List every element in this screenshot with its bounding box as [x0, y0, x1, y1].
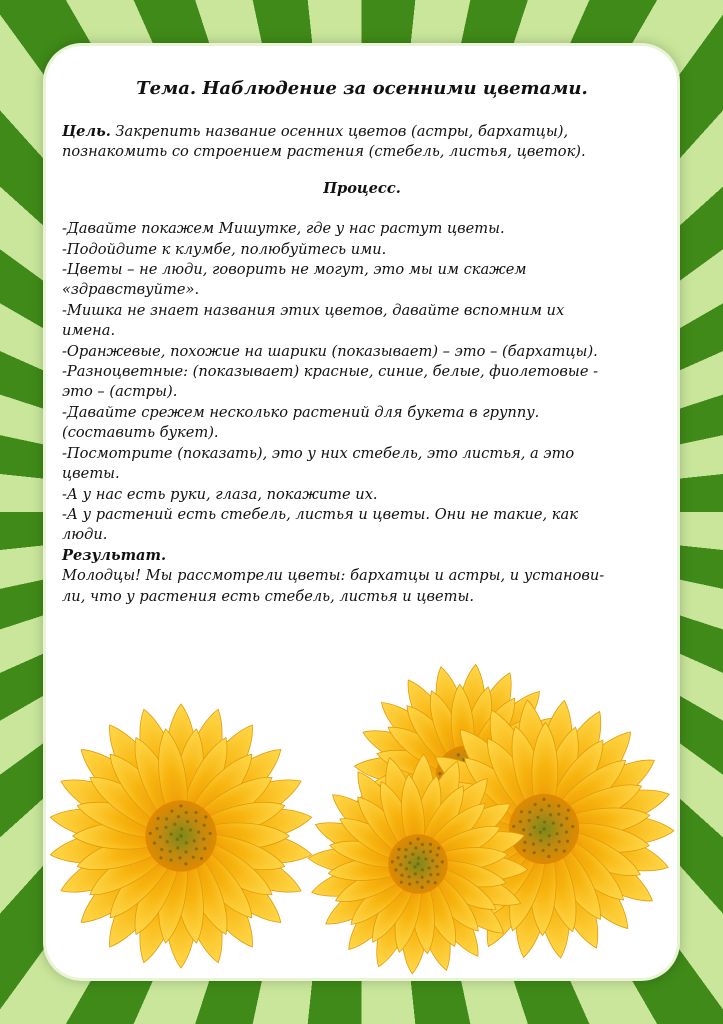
seed-dot [541, 849, 544, 852]
seed-dot [416, 837, 419, 840]
process-line: -Давайте срежем несколько растений для букета в группу. [62, 403, 540, 421]
seed-dot [180, 827, 183, 830]
seed-dot [193, 839, 196, 842]
seed-dot [542, 798, 545, 801]
seed-dot [548, 834, 551, 837]
seed-dot [533, 803, 536, 806]
process-line: -А у нас есть руки, глаза, покажите их. [62, 485, 378, 503]
seed-dot [204, 815, 207, 818]
seed-dot [557, 804, 560, 807]
seed-dot [409, 842, 412, 845]
seed-dot [159, 856, 162, 859]
seed-dot [185, 811, 188, 814]
seed-dot [434, 881, 437, 884]
process-line: цветы. [62, 465, 120, 483]
process-line: люди. [62, 526, 108, 544]
seed-dot [170, 809, 173, 812]
process-lines [62, 219, 662, 546]
seed-dot [165, 817, 168, 820]
seed-dot [549, 813, 552, 816]
process-line: -Давайте покажем Мишутке, где у нас растут цветы. [62, 220, 505, 238]
seed-dot [194, 819, 197, 822]
result-line: ли, что у растения есть стебель, листья и цветы. [62, 587, 475, 605]
seed-dot [179, 804, 182, 807]
seed-dot [565, 830, 568, 833]
seed-dot [399, 863, 402, 866]
seed-dot [149, 832, 152, 835]
seed-dot [413, 865, 416, 868]
result-heading: Результат. [62, 546, 167, 564]
sunflowers-illustration [46, 636, 677, 978]
seed-dot [416, 862, 419, 865]
seed-dot [429, 843, 432, 846]
seed-dot [169, 850, 172, 853]
seed-dot [153, 842, 156, 845]
seed-dot [435, 865, 438, 868]
goal-text: Закрепить название осенних цветов (астры, бархатцы), познакомить со строением растения (стебель, листья, цветок). [62, 123, 586, 161]
seed-dot [157, 817, 160, 820]
seed-dot [194, 811, 197, 814]
seed-dot [542, 827, 545, 830]
seed-dot [411, 853, 414, 856]
seed-dot [427, 866, 430, 869]
goal-paragraph [62, 122, 662, 163]
seed-dot [208, 832, 211, 835]
seed-dot [170, 833, 173, 836]
page-frame [46, 46, 677, 978]
seed-dot [529, 833, 532, 836]
seed-dot [407, 875, 410, 878]
process-line: имена. [62, 322, 116, 340]
seed-dot [554, 848, 557, 851]
seed-dot [416, 881, 419, 884]
seed-dot [184, 862, 187, 865]
seed-dot [156, 827, 159, 830]
seed-dot [176, 846, 179, 849]
seed-dot [547, 843, 550, 846]
seed-dot [429, 873, 432, 876]
seed-dot [552, 821, 555, 824]
goal-label: Цель. [62, 123, 111, 140]
seed-dot [436, 873, 439, 876]
seed-dot [533, 851, 536, 854]
process-line: -Мишка не знает названия этих цветов, давайте вспомним их [62, 301, 565, 319]
seed-dot [404, 855, 407, 858]
document-body [62, 76, 662, 607]
seed-dot [197, 830, 200, 833]
seed-dot [184, 850, 187, 853]
seed-dot [400, 874, 403, 877]
seed-dot [519, 820, 522, 823]
process-line: «здравствуйте». [62, 281, 200, 299]
seed-dot [414, 872, 417, 875]
seed-dot [195, 847, 198, 850]
seed-dot [185, 841, 188, 844]
process-line: -Оранжевые, похожие на шарики (показывает) – это – (бархатцы). [62, 342, 598, 360]
process-line: -Разноцветные: (показывает) красные, синие, белые, фиолетовые - [62, 363, 599, 381]
seed-dot [540, 808, 543, 811]
seed-dot [539, 831, 542, 834]
seed-dot [421, 886, 424, 889]
seed-dot [563, 850, 566, 853]
process-line: -Подойдите к клумбе, полюбуйтесь ими. [62, 240, 387, 258]
seed-dot [164, 826, 167, 829]
seed-dot [417, 857, 420, 860]
process-line: -Цветы – не люди, говорить не могут, это мы им скажем [62, 261, 527, 279]
seed-dot [414, 846, 417, 849]
seed-dot [408, 861, 411, 864]
process-heading: Процесс. [323, 179, 401, 197]
seed-dot [512, 825, 515, 828]
seed-dot [522, 828, 525, 831]
seed-dot [179, 834, 182, 837]
seed-dot [558, 840, 561, 843]
document-title: Тема. Наблюдение за осенними цветами. [136, 78, 588, 99]
seed-dot [532, 843, 535, 846]
seed-dot [166, 840, 169, 843]
result-line: Молодцы! Мы рассмотрели цветы: бархатцы и астры, и установи- [62, 567, 605, 585]
process-line: это – (астры). [62, 383, 178, 401]
seed-dot [536, 816, 539, 819]
seed-dot [186, 820, 189, 823]
seed-dot [391, 860, 394, 863]
seed-dot [528, 819, 531, 822]
seed-dot [548, 804, 551, 807]
seed-dot [533, 826, 536, 829]
sunflower [48, 704, 314, 968]
process-line: -Посмотрите (показать), это у них стебель, это листья, а это [62, 444, 575, 462]
seed-dot [436, 853, 439, 856]
seed-dot [169, 858, 172, 861]
seed-dot [178, 856, 181, 859]
seed-dot [408, 882, 411, 885]
seed-dot [421, 868, 424, 871]
seed-dot [557, 813, 560, 816]
seed-dot [427, 880, 430, 883]
seed-dot [556, 832, 559, 835]
seed-dot [177, 815, 180, 818]
seed-dot [173, 823, 176, 826]
seed-dot [523, 849, 526, 852]
seed-dot [422, 850, 425, 853]
seed-dot [160, 848, 163, 851]
seed-dot [396, 856, 399, 859]
seed-dot [567, 809, 570, 812]
seed-dot [202, 837, 205, 840]
seed-dot [397, 848, 400, 851]
seed-dot [523, 841, 526, 844]
seed-dot [528, 810, 531, 813]
seed-dot [189, 828, 192, 831]
seed-dot [405, 867, 408, 870]
seed-dot [192, 856, 195, 859]
seed-dot [159, 835, 162, 838]
seed-dot [421, 876, 424, 879]
seed-dot [429, 850, 432, 853]
seed-dot [457, 753, 460, 756]
seed-dot [437, 847, 440, 850]
seed-dot [200, 857, 203, 860]
seed-dot [441, 860, 444, 863]
seed-dot [547, 855, 550, 858]
seed-dot [560, 824, 563, 827]
seed-dot [438, 772, 441, 775]
seed-dot [571, 825, 574, 828]
seed-dot [394, 868, 397, 871]
seed-dot [520, 810, 523, 813]
seed-dot [203, 824, 206, 827]
seed-dot [565, 817, 568, 820]
result-paragraph [62, 566, 662, 607]
seed-dot [421, 843, 424, 846]
seed-dot [424, 857, 427, 860]
seed-dot [539, 839, 542, 842]
seed-dot [566, 840, 569, 843]
seed-dot [400, 881, 403, 884]
process-line: -А у растений есть стебель, листья и цветы. Они не такие, как [62, 505, 578, 523]
seed-dot [543, 820, 546, 823]
seed-dot [176, 838, 179, 841]
process-line: (составить букет). [62, 424, 219, 442]
seed-dot [404, 848, 407, 851]
seed-dot [431, 859, 434, 862]
seed-dot [203, 847, 206, 850]
